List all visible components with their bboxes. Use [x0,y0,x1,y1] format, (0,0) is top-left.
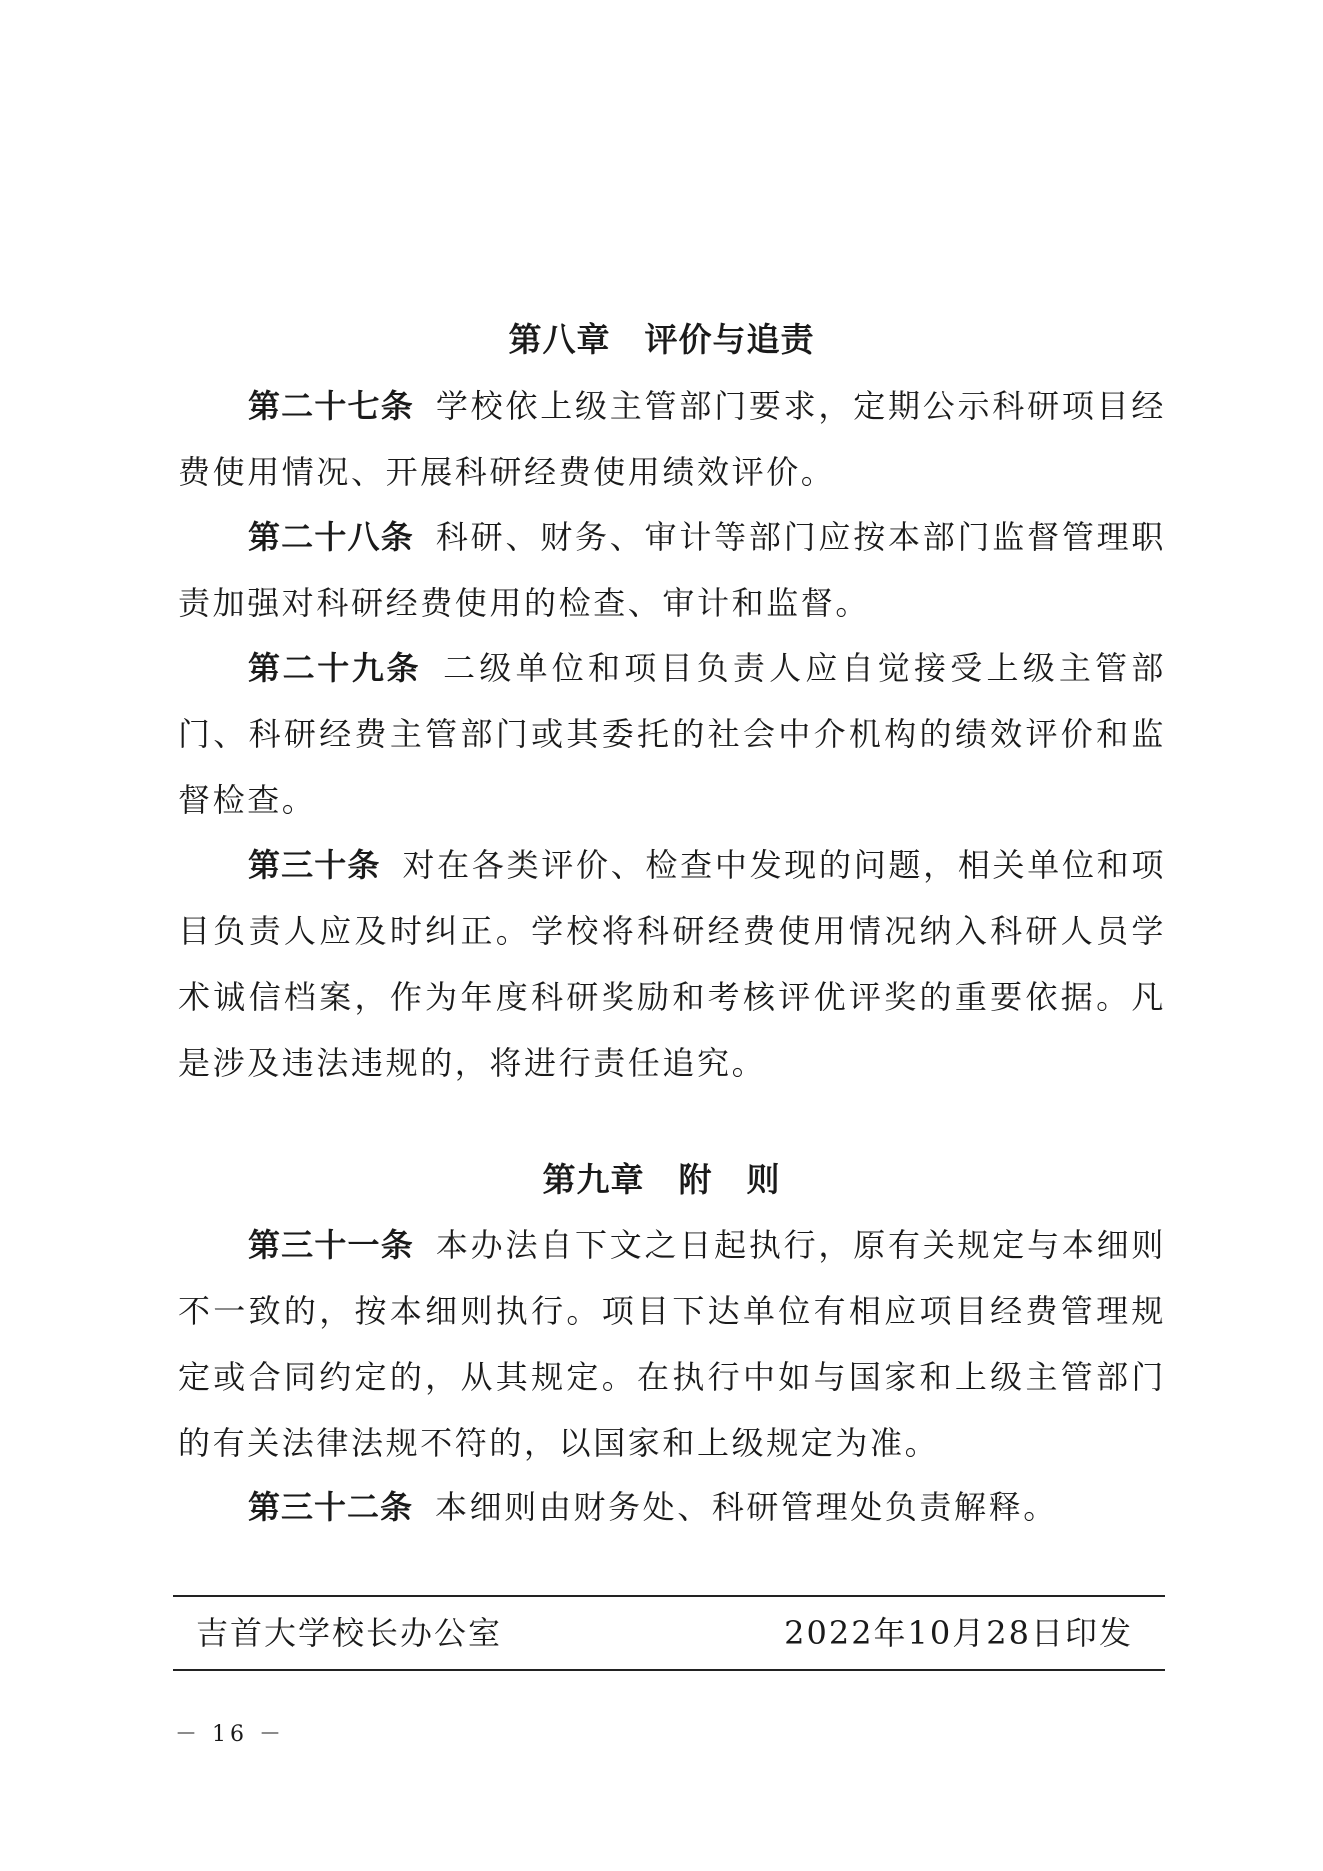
article-27 [178,373,1166,505]
article-29-label: 第二十九条 [248,649,422,687]
article-27-label: 第二十七条 [248,387,414,425]
article-28-text: 科研、财务、审计等部门应按本部门监督管理职责加强对科研经费使用的检查、审计和监督。 [178,518,1166,622]
article-29-text: 二级单位和项目负责人应自觉接受上级主管部门、科研经费主管部门或其委托的社会中介机构的绩效评价和监督检查。 [178,649,1166,819]
article-31 [178,1212,1166,1476]
article-30 [178,832,1166,1096]
article-30-label: 第三十条 [248,846,381,884]
footer-top-divider [173,1595,1165,1597]
article-28-label: 第二十八条 [248,518,414,556]
article-32-text: 本细则由财务处、科研管理处负责解释。 [435,1488,1058,1526]
footer-issue-date: 2022年10月28日印发 [784,1614,1133,1652]
article-30-text: 对在各类评价、检查中发现的问题，相关单位和项目负责人应及时纠正。学校将科研经费使用情况纳入科研人员学术诚信档案，作为年度科研奖励和考核评优评奖的重要依据。凡是涉及违法违规的，将进行责任追究。 [178,846,1166,1082]
article-27-text: 学校依上级主管部门要求，定期公示科研项目经费使用情况、开展科研经费使用绩效评价。 [178,387,1166,491]
article-29 [178,635,1166,833]
footer-bottom-divider [173,1669,1165,1671]
article-32-label: 第三十二条 [248,1488,414,1526]
footer-issuer: 吉首大学校长办公室 [196,1614,503,1652]
page-number: － 16 － [175,1722,285,1747]
article-31-label: 第三十一条 [248,1226,414,1264]
article-28 [178,504,1166,636]
article-31-text: 本办法自下文之日起执行，原有关规定与本细则不一致的，按本细则执行。项目下达单位有相应项目经费管理规定或合同约定的，从其规定。在执行中如与国家和上级主管部门的有关法律法规不符的，以国家和上级规定为准。 [178,1226,1166,1462]
article-32 [178,1474,1166,1540]
chapter-9-title: 第九章 附 则 [542,1160,781,1199]
chapter-8-title: 第八章 评价与追责 [508,320,815,359]
